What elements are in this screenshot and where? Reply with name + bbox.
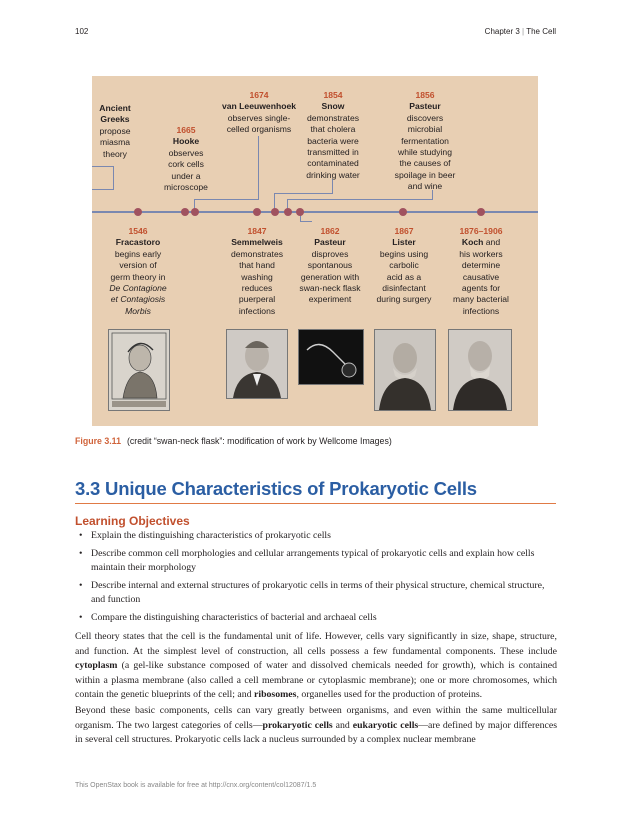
connector-leeuwenhoek-h [194, 199, 259, 200]
connector-leeuwenhoek-v [258, 136, 259, 199]
running-header [485, 27, 556, 36]
event-hooke: 1665 Hooke observes cork cells under a microscope [164, 125, 208, 193]
objective-item: • Describe internal and external structures of prokaryotic cells in terms of their physical structure, chemical structure, and function [75, 579, 557, 608]
connector-greeks-h [92, 189, 114, 190]
event-koch: 1876–1906 Koch and his workers determine causative agents for many bacterial infections [453, 226, 509, 316]
figure-label: Figure 3.11 [75, 436, 121, 446]
event-lister: 1867 Lister begins using carbolic acid as a disinfectant during surgery [376, 226, 432, 305]
connector-pasteur-h [287, 199, 433, 200]
event-ancient-greeks: Ancient Greeks propose miasma theory [99, 103, 131, 159]
chapter-label: Chapter 3 [484, 27, 520, 36]
section-title: 3.3 Unique Characteristics of Prokaryotic Cells [75, 478, 477, 499]
chapter-title: The Cell [526, 27, 556, 36]
timeline-axis [92, 211, 538, 213]
event-leeuwenhoek: 1674 van Leeuwenhoek observes single- celled organisms [221, 90, 297, 135]
figure-caption [75, 436, 392, 446]
body-paragraph-2: Beyond these basic components, cells can vary greatly between organisms, and even within the same multicellular organism. The two largest categories of cells—prokaryotic cells and eukaryotic cells—are defined by major differences in several cell structures. Prokaryotic cells lack a nucleus surrounded by a complex nuclear membrane [75, 705, 558, 745]
body-paragraph-1: Cell theory states that the cell is the fundamental unit of life. However, cells vary significantly in size, shape, structure, and function. At the simplest level of construction, all cells possess a few fundamental components. These include cytoplasm (a gel-like substance composed of water and dissolved chemicals needed for growth), which is contained within a plasma membrane (also called a cell membrane or cytoplasmic membrane); one or more chromosomes, which contain the genetic blueprints of the cell; and ribosomes, organelles used for the production of proteins. [75, 631, 557, 700]
event-pasteur-1862: 1862 Pasteur disproves spontanous generation with swan-neck flask experiment [299, 226, 361, 305]
objective-item: • Describe common cell morphologies and cellular arrangements typical of prokaryotic cells and explain how cells maintain their morphology [75, 547, 557, 576]
lister-portrait-image [374, 329, 436, 411]
term-cytoplasm: cytoplasm [75, 660, 118, 671]
dot-1847 [253, 208, 261, 216]
connector-1862-h [300, 221, 312, 222]
semmelweis-portrait-image [226, 329, 288, 399]
page-footer: This OpenStax book is available for free at http://cnx.org/content/col12087/1.5 [75, 782, 317, 789]
term-eukaryotic-cells: eukaryotic cells [352, 719, 419, 731]
dot-1665 [181, 208, 189, 216]
timeline-figure [92, 76, 538, 426]
connector-greeks [92, 166, 114, 167]
event-fracastoro: 1546 Fracastoro begins early version of germ theory in De Contagione et Contagiosis Morbis [109, 226, 167, 316]
dot-1854 [271, 208, 279, 216]
connector-greeks-v [113, 166, 114, 190]
learning-objectives-list [75, 529, 557, 628]
dot-1546 [134, 208, 142, 216]
dot-1856 [284, 208, 292, 216]
dot-1862 [296, 208, 304, 216]
header-separator: | [519, 27, 527, 36]
term-ribosomes: ribosomes [254, 689, 297, 700]
dot-1876 [477, 208, 485, 216]
fracastoro-engraving-image [108, 329, 170, 411]
page-number: 102 [75, 27, 89, 36]
term-prokaryotic-cells: prokaryotic cells [262, 719, 333, 731]
connector-snow-h [274, 193, 333, 194]
swan-neck-flask-image [298, 329, 364, 385]
koch-portrait-image [448, 329, 512, 411]
dot-1674 [191, 208, 199, 216]
dot-1867 [399, 208, 407, 216]
section-divider [75, 503, 556, 504]
event-pasteur-1856: 1856 Pasteur discovers microbial fermentation while studying the causes of spoilage in beer and wine [394, 90, 456, 192]
event-semmelweis: 1847 Semmelweis demonstrates that hand washing reduces puerperal infections [230, 226, 284, 316]
figure-credit: (credit “swan-neck flask”: modification of work by Wellcome Images) [126, 436, 392, 446]
objective-item: • Explain the distinguishing characteristics of prokaryotic cells [75, 529, 557, 544]
learning-objectives-title: Learning Objectives [75, 514, 190, 528]
objective-item: • Compare the distinguishing characteristics of bacterial and archaeal cells [75, 611, 557, 626]
event-snow: 1854 Snow demonstrates that cholera bacteria were transmitted in contaminated drinking water [306, 90, 360, 180]
